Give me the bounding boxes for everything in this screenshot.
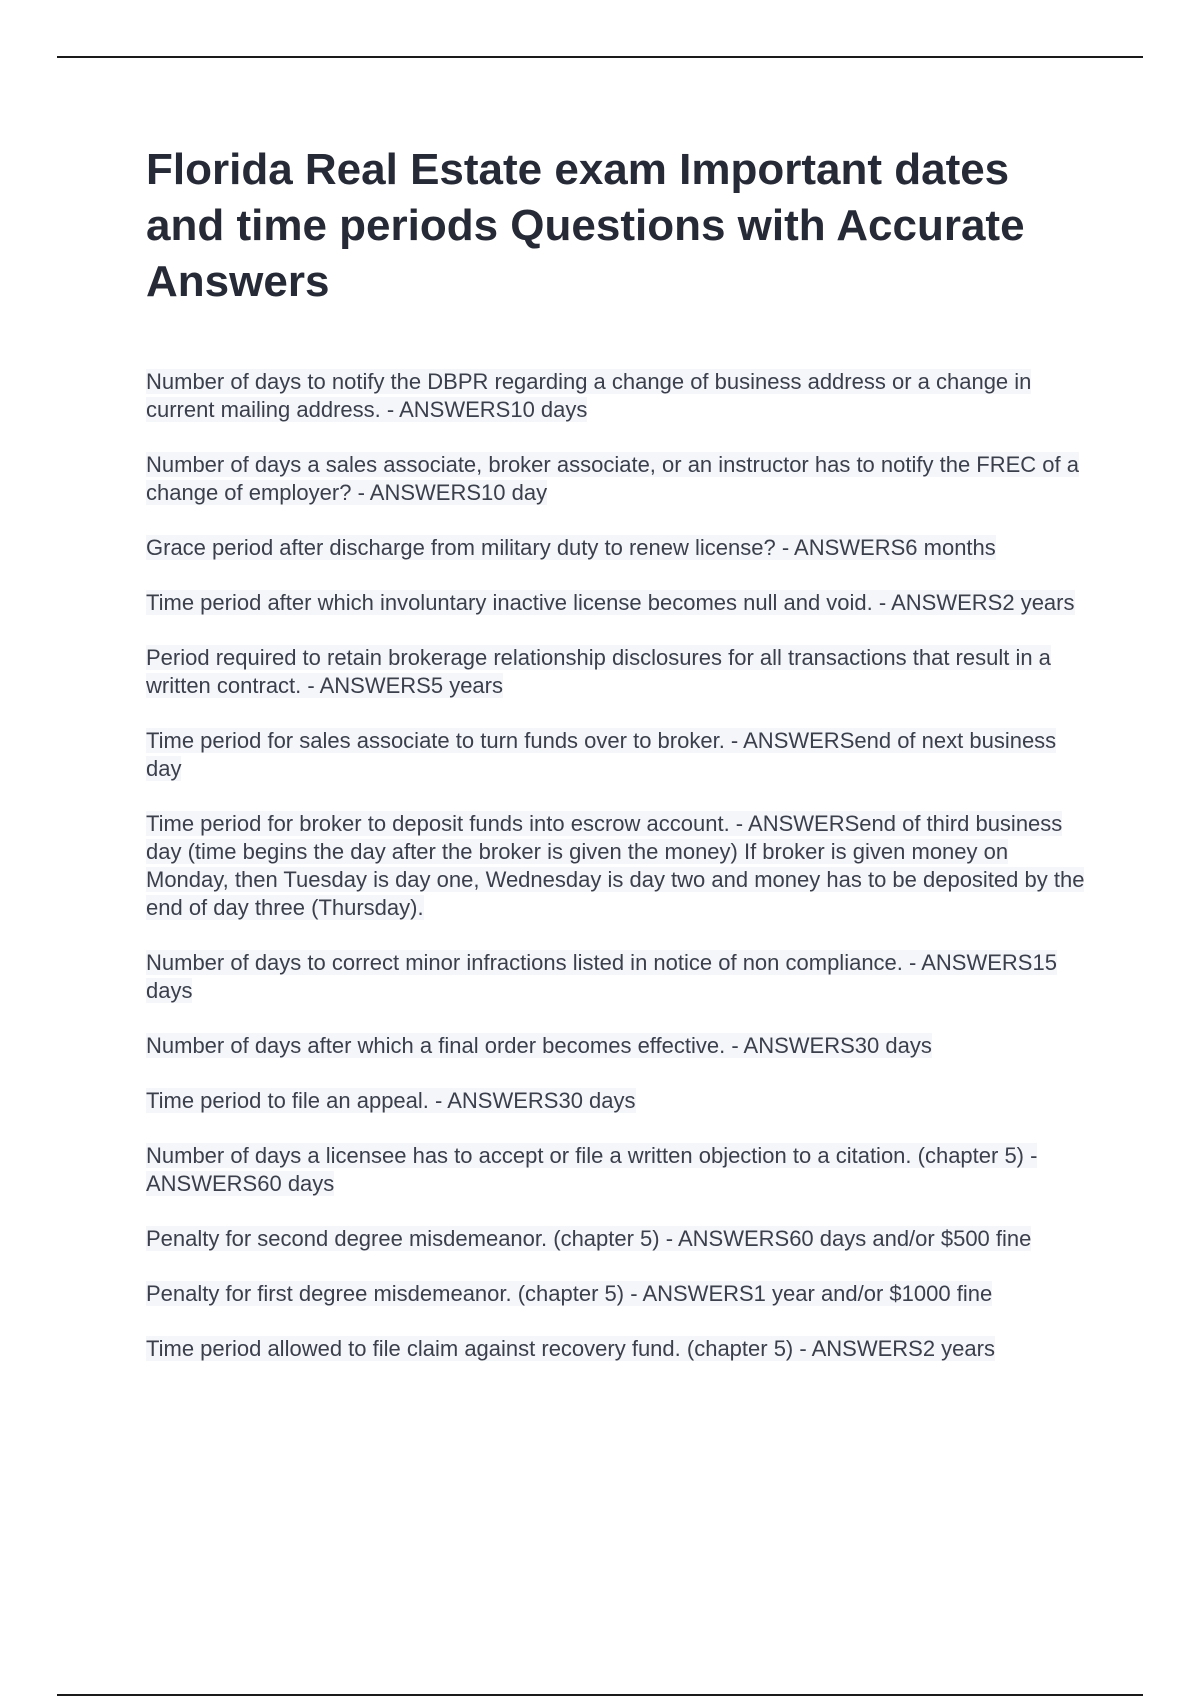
qa-item	[146, 1142, 1086, 1198]
qa-list	[146, 368, 1086, 1363]
qa-item	[146, 1280, 1086, 1308]
qa-item	[146, 1087, 1086, 1115]
qa-text: Time period for broker to deposit funds into escrow account. - ANSWERSend of third business day (time begins the day after the broker is given the money) If broker is given money on Monday, then Tuesday is day one, Wednesday is day two and money has to be deposited by the end of day three (Thursday).	[146, 811, 1085, 920]
qa-item	[146, 1225, 1086, 1253]
qa-item	[146, 589, 1086, 617]
qa-item	[146, 534, 1086, 562]
qa-item	[146, 644, 1086, 700]
qa-text: Number of days a sales associate, broker associate, or an instructor has to notify the FREC of a change of employer? - ANSWERS10 day	[146, 452, 1079, 505]
document-body	[146, 142, 1086, 1390]
qa-text: Number of days to correct minor infractions listed in notice of non compliance. - ANSWERS15 days	[146, 950, 1057, 1003]
page-title: Florida Real Estate exam Important dates and time periods Questions with Accurate Answers	[146, 145, 1025, 306]
qa-item	[146, 810, 1086, 922]
qa-item	[146, 451, 1086, 507]
qa-item	[146, 949, 1086, 1005]
qa-text: Penalty for second degree misdemeanor. (chapter 5) - ANSWERS60 days and/or $500 fine	[146, 1226, 1032, 1251]
qa-text: Time period allowed to file claim against recovery fund. (chapter 5) - ANSWERS2 years	[146, 1336, 995, 1361]
qa-text: Number of days a licensee has to accept or file a written objection to a citation. (chapter 5) - ANSWERS60 days	[146, 1143, 1038, 1196]
qa-text: Time period to file an appeal. - ANSWERS30 days	[146, 1088, 636, 1113]
qa-item	[146, 1335, 1086, 1363]
top-rule	[57, 56, 1143, 58]
qa-text: Number of days to notify the DBPR regarding a change of business address or a change in current mailing address. - ANSWERS10 days	[146, 369, 1032, 422]
qa-item	[146, 727, 1086, 783]
qa-text: Number of days after which a final order becomes effective. - ANSWERS30 days	[146, 1033, 932, 1058]
qa-text: Penalty for first degree misdemeanor. (chapter 5) - ANSWERS1 year and/or $1000 fine	[146, 1281, 993, 1306]
qa-text: Time period for sales associate to turn funds over to broker. - ANSWERSend of next business day	[146, 728, 1057, 781]
qa-item	[146, 368, 1086, 424]
qa-text: Grace period after discharge from military duty to renew license? - ANSWERS6 months	[146, 535, 996, 560]
qa-item	[146, 1032, 1086, 1060]
qa-text: Period required to retain brokerage relationship disclosures for all transactions that result in a written contract. - ANSWERS5 years	[146, 645, 1051, 698]
qa-text: Time period after which involuntary inactive license becomes null and void. - ANSWERS2 years	[146, 590, 1075, 615]
bottom-rule	[57, 1694, 1143, 1696]
